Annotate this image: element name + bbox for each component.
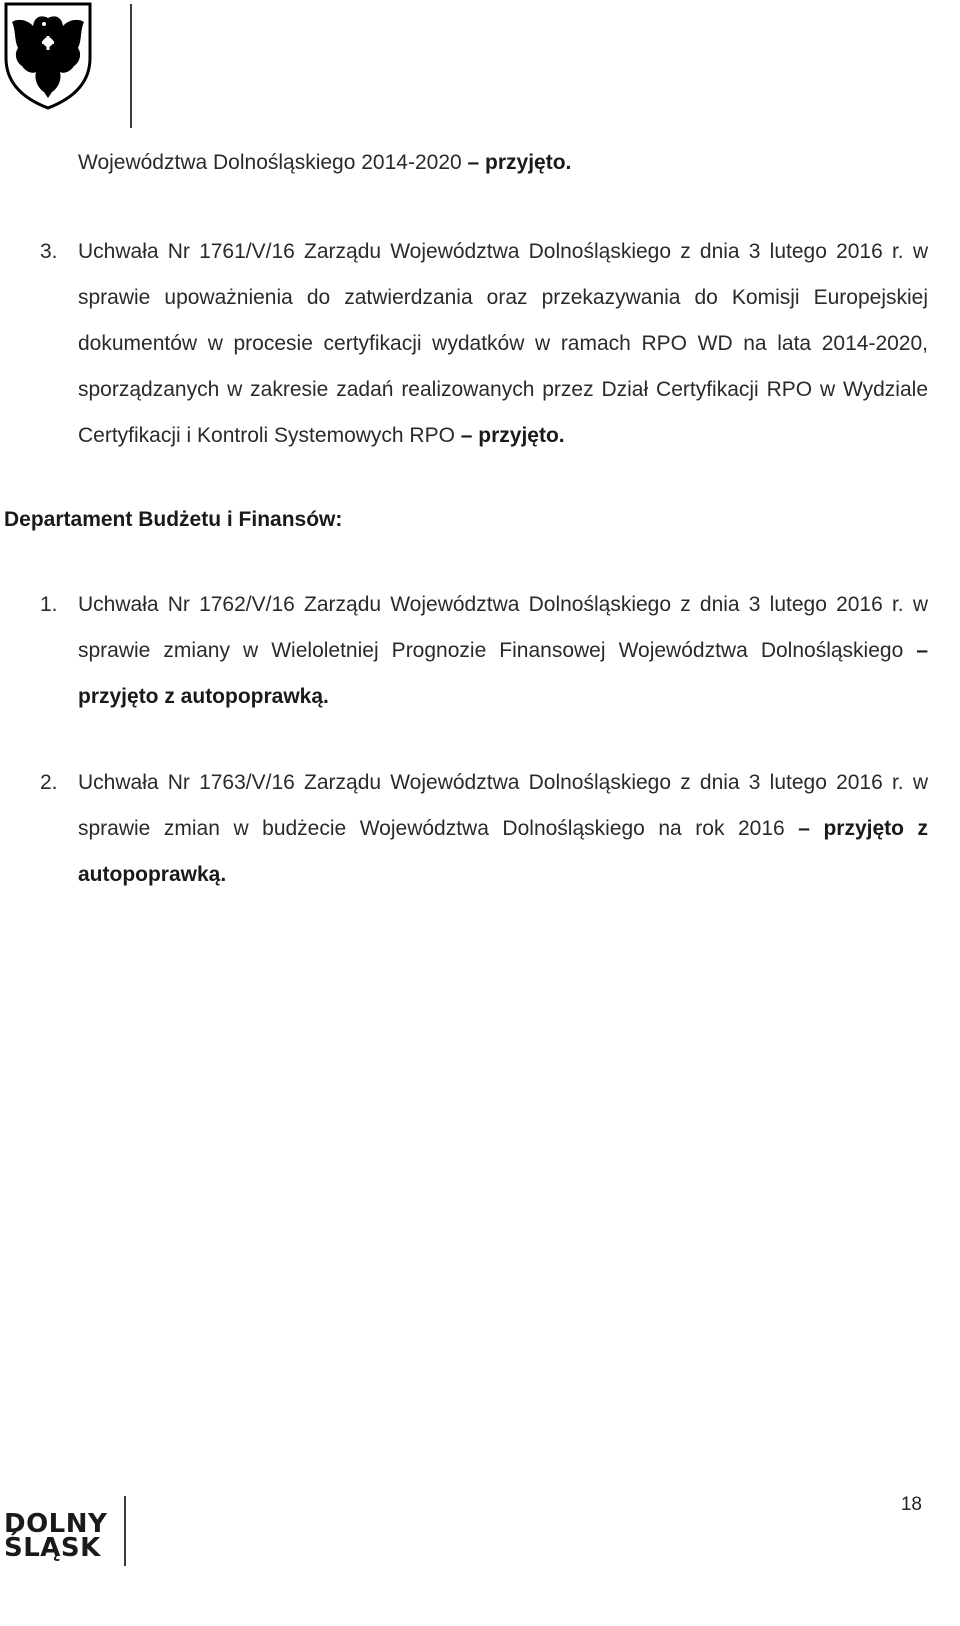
item-text: Uchwała Nr 1763/V/16 Zarządu Województwa Dolnośląskiego z dnia 3 lutego 2016 r. w sprawie zmian w budżecie Województwa Dolnośląskiego na rok 2016 — [78, 771, 928, 840]
page-number: 18 — [900, 1494, 922, 1515]
item-text: Uchwała Nr 1761/V/16 Zarządu Województwa Dolnośląskiego z dnia 3 lutego 2016 r. w sprawie upoważnienia do zatwierdzania oraz przekazywania do Komisji Europejskiej dokumentów w procesie certyfikacji wydatków w ramach RPO WD na lata 2014-2020, sporządzanych w zakresie zadań realizowanych przez Dział Certyfikacji RPO w Wydziale Certyfikacji i Kontroli Systemowych RPO — [78, 240, 928, 447]
item-text: Uchwała Nr 1762/V/16 Zarządu Województwa Dolnośląskiego z dnia 3 lutego 2016 r. w sprawie zmiany w Wieloletniej Prognozie Finansowej Województwa Dolnośląskiego — [78, 593, 928, 662]
logo-line-1: DOLNY — [4, 1509, 108, 1539]
continuation-paragraph — [78, 140, 928, 186]
list-item — [40, 760, 928, 898]
item-number: 2. — [40, 771, 58, 794]
status-label: – przyjęto. — [460, 424, 565, 447]
continuation-text: Województwa Dolnośląskiego 2014-2020 — [78, 151, 468, 174]
header-divider — [130, 4, 132, 128]
item-number: 1. — [40, 593, 58, 616]
list-item — [40, 229, 928, 459]
status-label: – przyjęto z autopoprawką. — [78, 817, 928, 886]
footer-divider — [124, 1496, 126, 1566]
list-item — [40, 582, 928, 720]
status-label: – przyjęto z autopoprawką. — [78, 639, 928, 708]
logo-line-2: ŚLĄSK — [4, 1533, 101, 1563]
item-number: 3. — [40, 240, 58, 263]
dolny-slask-logo — [4, 1509, 108, 1572]
status-label: – przyjęto. — [467, 151, 572, 174]
section-heading: Departament Budżetu i Finansów: — [4, 508, 343, 531]
eagle-crest-icon — [0, 0, 96, 112]
